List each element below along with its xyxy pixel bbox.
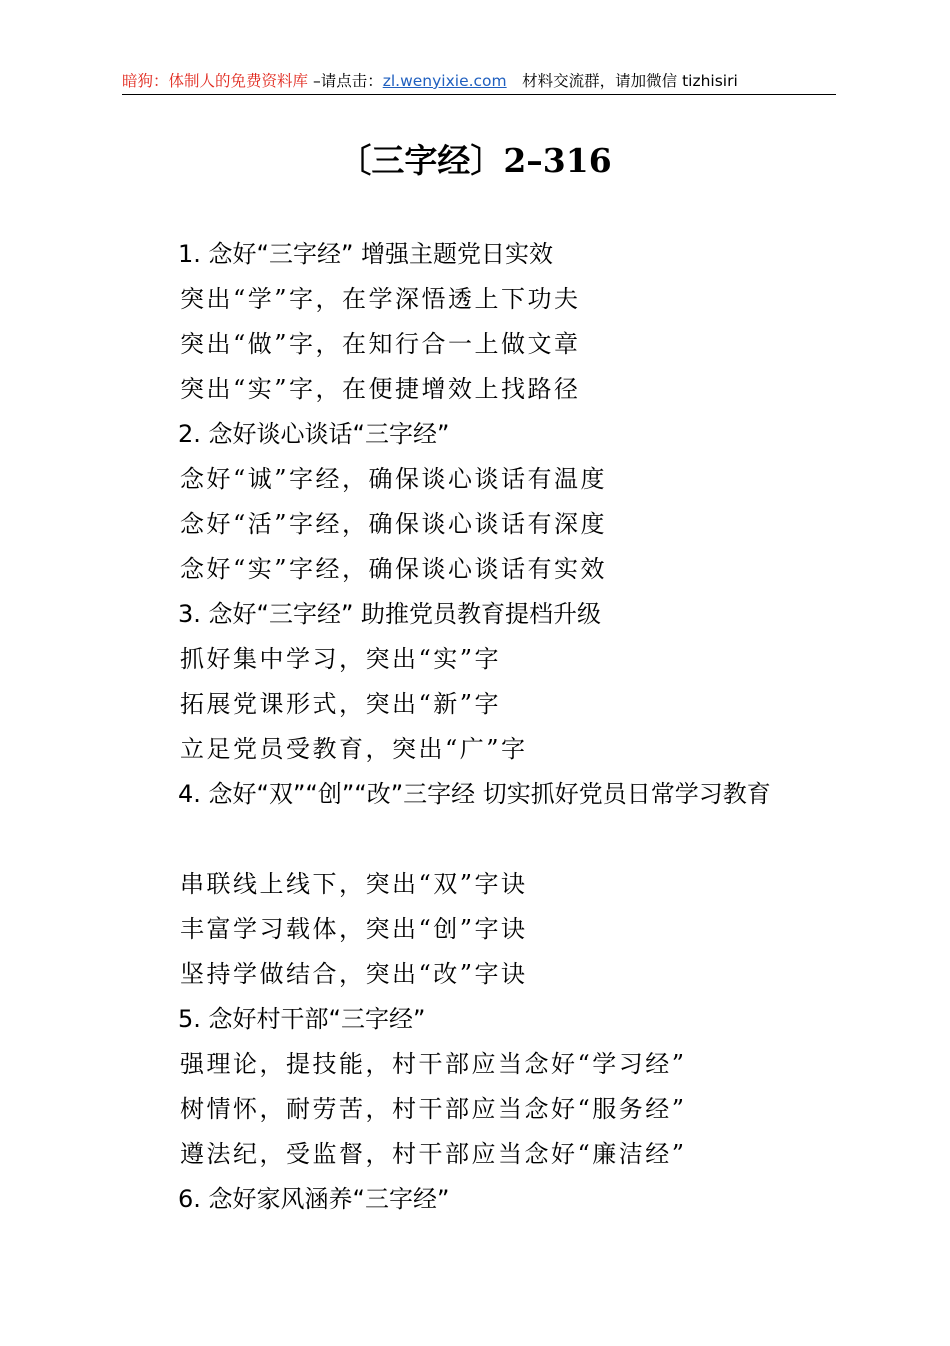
header-link[interactable]: zl.wenyixie.com (382, 72, 507, 90)
section-item: 串联线上线下，突出“双”字诀 (180, 870, 528, 898)
section-item: 立足党员受教育，突出“广”字 (180, 735, 528, 763)
section-item: 遵法纪，受监督，村干部应当念好“廉洁经” (180, 1140, 687, 1168)
document-title: 〔三字经〕2–316 (338, 141, 612, 180)
section-item: 突出“学”字，在学深悟透上下功夫 (180, 285, 581, 313)
header-wechat-note: 材料交流群，请加微信 tizhisiri (506, 72, 738, 90)
section-item: 念好“实”字经，确保谈心谈话有实效 (180, 555, 608, 583)
section-heading: 3. 念好“三字经” 助推党员教育提档升级 (178, 600, 602, 628)
section-item: 丰富学习载体，突出“创”字诀 (180, 915, 528, 943)
section-heading: 6. 念好家风涵养“三字经” (178, 1185, 450, 1213)
section-item: 强理论，提技能，村干部应当念好“学习经” (180, 1050, 687, 1078)
section-heading: 2. 念好谈心谈话“三字经” (178, 420, 450, 448)
header-click-prompt: –请点击： (308, 72, 383, 90)
document-body (130, 232, 835, 1222)
section-item: 突出“做”字，在知行合一上做文章 (180, 330, 581, 358)
section-heading: 5. 念好村干部“三字经” (178, 1005, 426, 1033)
section-item: 坚持学做结合，突出“改”字诀 (180, 960, 528, 988)
section-heading: 1. 念好“三字经” 增强主题党日实效 (178, 240, 554, 268)
section-item: 念好“诚”字经，确保谈心谈话有温度 (180, 465, 608, 493)
section-heading: 4. 念好“双”“创”“改”三字经 切实抓好党员日常学习教育 (178, 780, 771, 808)
page-header (122, 68, 836, 95)
section-item: 拓展党课形式，突出“新”字 (180, 690, 502, 718)
section-item: 树情怀，耐劳苦，村干部应当念好“服务经” (180, 1095, 687, 1123)
section-item: 突出“实”字，在便捷增效上找路径 (180, 375, 581, 403)
section-item: 抓好集中学习，突出“实”字 (180, 645, 502, 673)
header-site-name: 暗狗：体制人的免费资料库 (122, 72, 309, 90)
section-item: 念好“活”字经，确保谈心谈话有深度 (180, 510, 608, 538)
